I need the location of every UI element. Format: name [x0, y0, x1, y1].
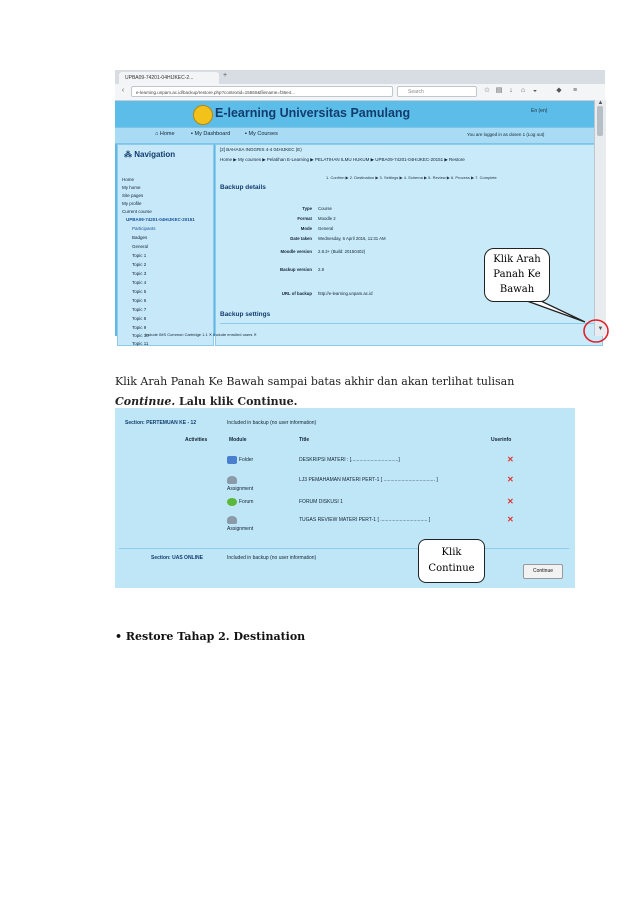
callout-line: Continue	[428, 563, 475, 574]
restore-section-screenshot	[115, 408, 575, 588]
download-icon[interactable]: ↓	[509, 87, 513, 94]
instruction-paragraph	[115, 372, 545, 412]
backup-settings-heading: Backup settings	[220, 311, 271, 318]
nav-sub-topic-6[interactable]: Topic 6	[132, 298, 147, 303]
nav-item-my-profile[interactable]: My profile	[122, 201, 142, 206]
section-title: Section: UAS ONLINE	[151, 555, 203, 561]
nav-sub-topic-11[interactable]: Topic 11	[132, 341, 149, 346]
site-title: E-learning Universitas Pamulang	[215, 106, 411, 120]
url-input[interactable]: e-learning.unpam.ac.id/backup/restore.php?contextid=15560&filename=f36e4...	[131, 86, 393, 97]
callout-pointer	[527, 301, 585, 322]
nav-item-home[interactable]: Home	[122, 177, 135, 182]
activities-label: Activities	[185, 437, 208, 443]
module-name: Assignment	[227, 486, 254, 492]
menu-home[interactable]: ⌂ Home	[155, 131, 175, 137]
logged-in-info: You are logged in as dosen 1 (Log out)	[467, 132, 545, 137]
detail-label: Format	[297, 216, 312, 221]
menu-home-label: Home	[159, 131, 175, 137]
table-row	[223, 514, 563, 534]
forum-icon	[227, 498, 237, 506]
column-title: Title	[299, 437, 310, 443]
menu-dashboard[interactable]: ▪ My Dashboard	[191, 131, 231, 137]
instruction-continue-bold: Lalu klik Continue.	[175, 395, 298, 408]
section-heading-restore-step-2: • Restore Tahap 2. Destination	[115, 630, 306, 643]
column-userinfo: Userinfo	[491, 437, 512, 443]
browser-menu-icon[interactable]: ≡	[572, 87, 578, 94]
nav-sub-topic-7[interactable]: Topic 7	[132, 307, 147, 312]
detail-label: URL of backup	[281, 291, 312, 296]
nav-item-course-code[interactable]: UPBA09-74201-04HIJKEC-20151	[126, 217, 195, 222]
detail-label: Backup version	[279, 267, 312, 272]
browser-tab[interactable]: UPBA09-74201-04HIJKEC-2...	[119, 72, 219, 84]
star-icon[interactable]: ☆	[483, 87, 491, 94]
browser-search-input[interactable]: Search	[397, 86, 477, 97]
module-name: Assignment	[227, 526, 254, 532]
userinfo-cross-icon: ✕	[507, 515, 514, 524]
callout-line: Klik Arah	[493, 254, 541, 265]
detail-label: Date taken	[290, 236, 312, 241]
nav-sub-topic-4[interactable]: Topic 4	[132, 280, 147, 285]
shield-icon[interactable]: ◆	[556, 87, 562, 94]
detail-label: Moodle version	[280, 249, 312, 254]
callout-line: Bawah	[499, 284, 535, 295]
instruction-continue-italic: Continue.	[115, 395, 176, 408]
section-included-note: Included in backup (no user information)	[227, 555, 317, 561]
nav-sub-general[interactable]: General	[132, 244, 149, 249]
home-icon[interactable]: ⌂	[520, 87, 526, 94]
nav-item-site-pages[interactable]: Site pages	[122, 193, 144, 198]
divider	[119, 548, 569, 549]
breadcrumb[interactable]: Home ▶ My courses ▶ Pelatihan E-Learning ▶ PELATIHAN ILMU HUKUM ▶ UPBA09-74201-04HIJKEC-20151 ▶ Restore	[220, 157, 465, 162]
module-name: Folder	[239, 457, 254, 463]
assignment-icon	[227, 516, 237, 524]
detail-value: Wednesday, 6 April 2016, 11:31 AM	[318, 236, 386, 241]
nav-sub-topic-10[interactable]: Topic 10	[132, 333, 149, 338]
nav-sub-topic-2[interactable]: Topic 2	[132, 262, 147, 267]
nav-sub-topic-3[interactable]: Topic 3	[132, 271, 147, 276]
assignment-icon	[227, 476, 237, 484]
callout-line: Klik	[441, 547, 462, 558]
backup-settings-row: Include IMS Common Cartridge 1.1 ✕ Include enrolled users ✕	[145, 332, 257, 337]
nav-sub-participants[interactable]: Participants	[132, 226, 156, 231]
table-row	[223, 474, 563, 494]
table-row	[223, 496, 563, 516]
section-included-note: Included in backup (no user information)	[227, 420, 317, 426]
detail-label: Type	[302, 206, 312, 211]
course-heading: [2] BAHASA INGGRIS 4-4 04HIJKEC (E)	[220, 147, 302, 152]
callout-klik-continue	[418, 539, 485, 583]
nav-sub-topic-5[interactable]: Topic 5	[132, 289, 147, 294]
instruction-text: Klik Arah Panah Ke Bawah sampai batas akhir dan akan terlihat tulisan	[115, 375, 515, 388]
red-circle-scroll-arrow	[584, 320, 608, 342]
userinfo-cross-icon: ✕	[507, 497, 514, 506]
new-tab-icon[interactable]: +	[223, 72, 228, 79]
detail-value: 2.8	[318, 267, 324, 272]
nav-item-current-course[interactable]: Current course	[122, 209, 152, 214]
detail-value: General	[318, 226, 334, 231]
continue-button[interactable]: Continue	[523, 564, 563, 579]
detail-value[interactable]: http://e-learning.unpam.ac.id	[318, 291, 373, 296]
menu-courses-label: My Courses	[248, 131, 278, 137]
detail-value: Moodle 2	[318, 216, 336, 221]
navigation-title-label: Navigation	[134, 150, 176, 159]
backup-details-heading: Backup details	[220, 184, 266, 191]
restore-steps: 1. Confirm ▶ 2. Destination ▶ 3. Settings ▶ 4. Schema ▶ 5. Review ▶ 6. Process ▶ 7. Complete	[326, 175, 497, 180]
nav-sub-topic-9[interactable]: Topic 9	[132, 325, 147, 330]
userinfo-cross-icon: ✕	[507, 455, 514, 464]
userinfo-cross-icon: ✕	[507, 475, 514, 484]
detail-value: Course	[318, 206, 332, 211]
callout-line: Panah Ke	[493, 269, 541, 280]
module-name: Forum	[239, 499, 254, 505]
back-icon[interactable]: ‹	[121, 87, 125, 94]
language-selector[interactable]: En (en)	[531, 108, 548, 114]
folder-icon	[227, 456, 237, 464]
pocket-icon[interactable]: ◒	[532, 87, 538, 94]
nav-sub-topic-1[interactable]: Topic 1	[132, 253, 147, 258]
activity-title: FORUM DISKUSI 1	[299, 499, 343, 505]
scroll-down-arrow-icon[interactable]: ▼	[597, 326, 604, 332]
section-title: Section: PERTEMUAN KE - 12	[125, 420, 197, 426]
detail-value: 2.8.3+ (Build: 20150402)	[318, 249, 366, 254]
scroll-up-arrow-icon[interactable]: ▲	[597, 100, 604, 106]
detail-label: Mode	[300, 226, 312, 231]
callout-klik-arah-panah	[484, 248, 550, 302]
menu-dashboard-label: My Dashboard	[194, 131, 231, 137]
activity-title: DESKRIPSI MATERI : [..................................]	[299, 457, 400, 463]
activity-title: TUGAS REVIEW MATERI PERT-1 [ .................................. ]	[299, 517, 431, 523]
column-module: Module	[229, 437, 247, 443]
menu-courses[interactable]: ▪ My Courses	[245, 131, 278, 137]
table-row	[223, 454, 563, 474]
activity-title: LJ3 PEMAHAMAN MATERI PERT-1 [ ..................................... ]	[299, 477, 438, 483]
nav-sub-topic-8[interactable]: Topic 8	[132, 316, 147, 321]
navigation-title: ⁂ Navigation	[124, 150, 176, 159]
nav-sub-badges[interactable]: Badges	[132, 235, 148, 240]
reading-list-icon[interactable]: ▤	[495, 87, 503, 94]
nav-item-my-home[interactable]: My home	[122, 185, 141, 190]
